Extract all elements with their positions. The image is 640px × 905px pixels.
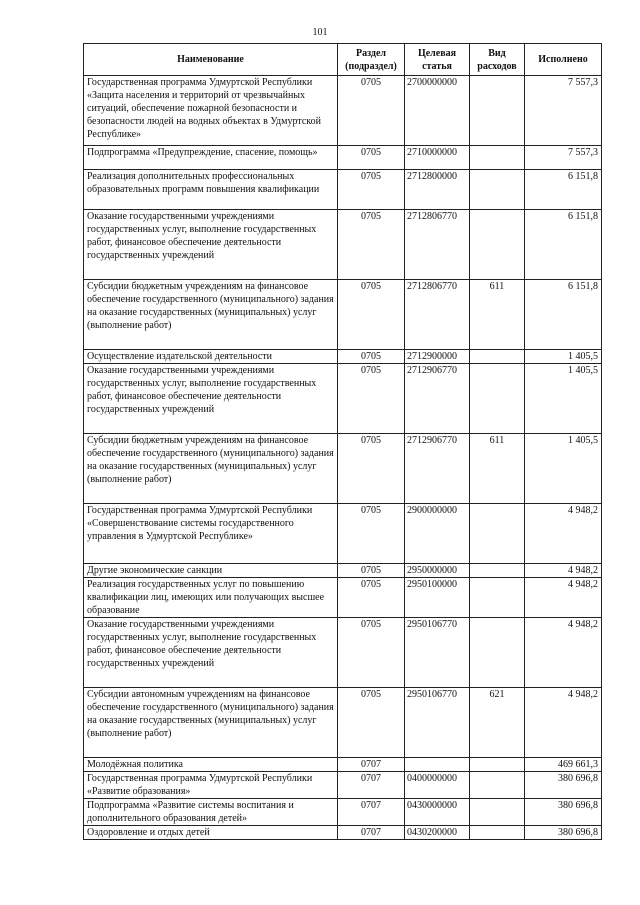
cell-executed: 380 696,8	[525, 826, 602, 840]
cell-target: 2712906770	[405, 364, 470, 434]
cell-section: 0705	[338, 688, 405, 758]
cell-name: Реализация государственных услуг по повышению квалификации лиц, имеющих или получающих высшее образование	[84, 578, 338, 618]
cell-executed: 469 661,3	[525, 758, 602, 772]
cell-section: 0707	[338, 799, 405, 826]
cell-name: Оздоровление и отдых детей	[84, 826, 338, 840]
cell-target: 2712806770	[405, 210, 470, 280]
cell-section: 0705	[338, 504, 405, 564]
table-row	[84, 434, 602, 504]
cell-expense-type	[470, 364, 525, 434]
cell-expense-type	[470, 504, 525, 564]
table-row	[84, 364, 602, 434]
cell-section: 0707	[338, 826, 405, 840]
cell-expense-type	[470, 76, 525, 146]
budget-table	[83, 43, 602, 840]
header-name: Наименование	[84, 44, 338, 76]
cell-section: 0705	[338, 170, 405, 210]
cell-expense-type: 621	[470, 688, 525, 758]
cell-expense-type	[470, 799, 525, 826]
table-row	[84, 826, 602, 840]
cell-executed: 1 405,5	[525, 350, 602, 364]
header-section: Раздел (подраздел)	[338, 44, 405, 76]
cell-section: 0705	[338, 434, 405, 504]
cell-executed: 4 948,2	[525, 578, 602, 618]
cell-section: 0705	[338, 280, 405, 350]
table-row	[84, 758, 602, 772]
table-row	[84, 504, 602, 564]
cell-executed: 1 405,5	[525, 364, 602, 434]
cell-name: Осуществление издательской деятельности	[84, 350, 338, 364]
cell-expense-type	[470, 146, 525, 170]
cell-target: 2712900000	[405, 350, 470, 364]
cell-expense-type	[470, 564, 525, 578]
cell-target: 2900000000	[405, 504, 470, 564]
table-row	[84, 772, 602, 799]
header-executed: Исполнено	[525, 44, 602, 76]
cell-name: Подпрограмма «Предупреждение, спасение, помощь»	[84, 146, 338, 170]
cell-name: Реализация дополнительных профессиональных образовательных программ повышения квалификации	[84, 170, 338, 210]
cell-section: 0707	[338, 758, 405, 772]
cell-executed: 6 151,8	[525, 280, 602, 350]
cell-section: 0705	[338, 210, 405, 280]
table-row	[84, 688, 602, 758]
cell-target: 2712800000	[405, 170, 470, 210]
cell-expense-type	[470, 210, 525, 280]
cell-section: 0705	[338, 350, 405, 364]
cell-name: Субсидии автономным учреждениям на финансовое обеспечение государственного (муниципального) задания на оказание государственных (муниципальных) услуг (выполнение работ)	[84, 688, 338, 758]
cell-section: 0705	[338, 618, 405, 688]
cell-name: Оказание государственными учреждениями государственных услуг, выполнение государственных работ, финансовое обеспечение деятельности государственных учреждений	[84, 210, 338, 280]
cell-executed: 4 948,2	[525, 564, 602, 578]
table-row	[84, 564, 602, 578]
cell-target: 2700000000	[405, 76, 470, 146]
cell-name: Оказание государственными учреждениями государственных услуг, выполнение государственных работ, финансовое обеспечение деятельности государственных учреждений	[84, 364, 338, 434]
cell-name: Субсидии бюджетным учреждениям на финансовое обеспечение государственного (муниципального) задания на оказание государственных (муниципальных) услуг (выполнение работ)	[84, 280, 338, 350]
cell-expense-type	[470, 578, 525, 618]
table-body	[84, 76, 602, 840]
page-number: 101	[312, 27, 328, 38]
cell-section: 0705	[338, 564, 405, 578]
cell-name: Молодёжная политика	[84, 758, 338, 772]
cell-executed: 4 948,2	[525, 618, 602, 688]
cell-expense-type	[470, 758, 525, 772]
cell-name: Государственная программа Удмуртской Республики «Защита населения и территорий от чрезвычайных ситуаций, обеспечение пожарной безопасности и безопасности людей на водных объектах в Удмуртской Республике»	[84, 76, 338, 146]
cell-target: 2710000000	[405, 146, 470, 170]
cell-target: 2950106770	[405, 688, 470, 758]
cell-expense-type	[470, 772, 525, 799]
cell-executed: 6 151,8	[525, 170, 602, 210]
table-row	[84, 210, 602, 280]
cell-name: Подпрограмма «Развитие системы воспитания и дополнительного образования детей»	[84, 799, 338, 826]
table-row	[84, 799, 602, 826]
cell-target: 2712906770	[405, 434, 470, 504]
table-row	[84, 578, 602, 618]
cell-executed: 380 696,8	[525, 799, 602, 826]
cell-executed: 380 696,8	[525, 772, 602, 799]
cell-expense-type	[470, 618, 525, 688]
cell-expense-type: 611	[470, 434, 525, 504]
cell-target: 0400000000	[405, 772, 470, 799]
cell-target: 2950000000	[405, 564, 470, 578]
cell-executed: 4 948,2	[525, 504, 602, 564]
cell-section: 0705	[338, 578, 405, 618]
table-row	[84, 76, 602, 146]
cell-target: 2712806770	[405, 280, 470, 350]
cell-expense-type	[470, 350, 525, 364]
cell-name: Государственная программа Удмуртской Республики «Совершенствование системы государственного управления в Удмуртской Республике»	[84, 504, 338, 564]
cell-name: Государственная программа Удмуртской Республики «Развитие образования»	[84, 772, 338, 799]
cell-name: Другие экономические санкции	[84, 564, 338, 578]
cell-executed: 7 557,3	[525, 146, 602, 170]
cell-name: Субсидии бюджетным учреждениям на финансовое обеспечение государственного (муниципального) задания на оказание государственных (муниципальных) услуг (выполнение работ)	[84, 434, 338, 504]
cell-target: 2950106770	[405, 618, 470, 688]
header-expense-type: Вид расходов	[470, 44, 525, 76]
table-row	[84, 170, 602, 210]
cell-executed: 6 151,8	[525, 210, 602, 280]
cell-expense-type: 611	[470, 280, 525, 350]
table-row	[84, 280, 602, 350]
cell-name: Оказание государственными учреждениями государственных услуг, выполнение государственных работ, финансовое обеспечение деятельности государственных учреждений	[84, 618, 338, 688]
cell-executed: 1 405,5	[525, 434, 602, 504]
cell-executed: 4 948,2	[525, 688, 602, 758]
cell-section: 0707	[338, 772, 405, 799]
table-header-row	[84, 44, 602, 76]
cell-expense-type	[470, 826, 525, 840]
cell-target: 2950100000	[405, 578, 470, 618]
cell-section: 0705	[338, 364, 405, 434]
cell-executed: 7 557,3	[525, 76, 602, 146]
cell-section: 0705	[338, 76, 405, 146]
cell-target: 0430000000	[405, 799, 470, 826]
header-target: Целевая статья	[405, 44, 470, 76]
cell-target: 0430200000	[405, 826, 470, 840]
cell-section: 0705	[338, 146, 405, 170]
table-row	[84, 350, 602, 364]
cell-expense-type	[470, 170, 525, 210]
table-row	[84, 146, 602, 170]
table-row	[84, 618, 602, 688]
cell-target	[405, 758, 470, 772]
